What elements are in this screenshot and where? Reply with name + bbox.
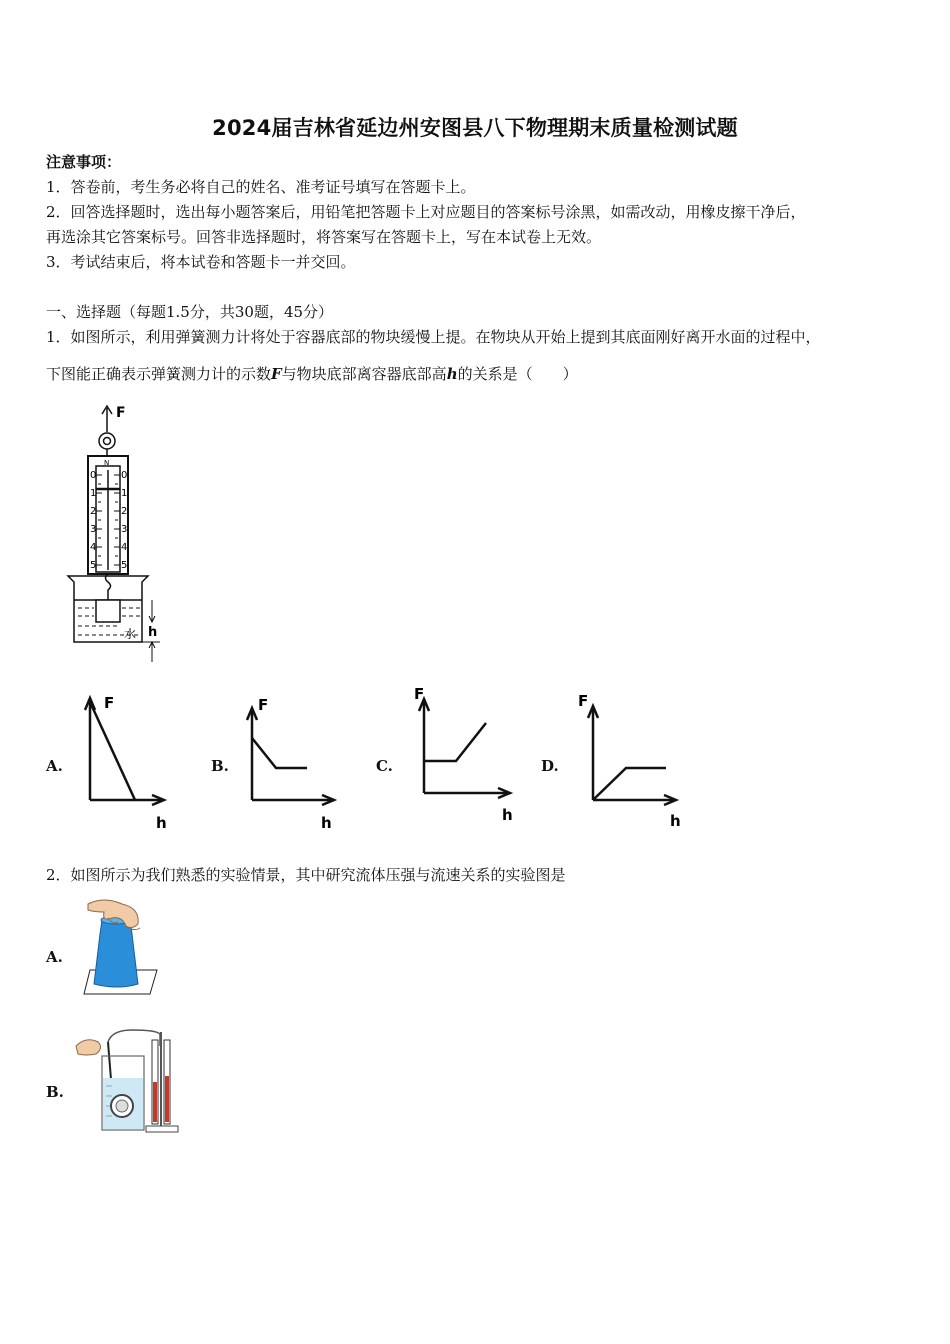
scale-left-2: 2 (90, 506, 97, 517)
scale-left-4: 4 (90, 542, 97, 553)
scale-right-1: 1 (121, 488, 128, 499)
question-1-line-1: 1．如图所示，利用弹簧测力计将处于容器底部的物块缓慢上提。在物块从开始上提到其底面刚好离开水面的过程中， (46, 328, 821, 346)
option-c-graph[interactable] (410, 683, 520, 828)
notes-heading: 注意事项： (46, 153, 122, 171)
figure-water-label: 水 (124, 627, 137, 641)
q2-option-b-label: B. (46, 1083, 64, 1101)
variable-h: h (446, 365, 458, 383)
document-title: 2024届吉林省延边州安图县八下物理期末质量检测试题 (212, 116, 738, 140)
question-1-text-b: 与物块底部离容器底部高 (281, 365, 447, 383)
option-b-x-label: h (321, 814, 332, 832)
notes-line-2: 2．回答选择题时，选出每小题答案后，用铅笔把答题卡上对应题目的答案标号涂黑，如需改动，用橡皮擦干净后， (46, 203, 806, 221)
option-c-x-label: h (502, 806, 513, 824)
option-d-label: D. (541, 757, 559, 775)
option-d-x-label: h (670, 812, 681, 830)
scale-left-3: 3 (90, 524, 97, 535)
scale-right-5: 5 (121, 560, 128, 571)
scale-left-1: 1 (90, 488, 97, 499)
scale-right-3: 3 (121, 524, 128, 535)
option-b-graph[interactable] (242, 688, 342, 833)
option-c-y-label: F (414, 685, 425, 703)
notes-line-3: 再选涂其它答案标号。回答非选择题时，将答案写在答题卡上，写在本试卷上无效。 (46, 228, 602, 246)
scale-right-2: 2 (121, 506, 128, 517)
notes-line-4: 3．考试结束后，将本试卷和答题卡一并交回。 (46, 253, 356, 271)
scale-right-4: 4 (121, 542, 128, 553)
option-a-graph[interactable] (80, 688, 170, 833)
section-heading: 一、选择题（每题1.5分，共30题，45分） (46, 303, 334, 321)
question-1-line-2 (46, 364, 578, 384)
notes-line-1: 1．答卷前，考生务必将自己的姓名、准考证号填写在答题卡上。 (46, 178, 476, 196)
question-1-text-c: 的关系是（ ） (457, 365, 578, 383)
scale-right-0: 0 (121, 470, 128, 481)
scale-left-0: 0 (90, 470, 97, 481)
option-a-x-label: h (156, 814, 167, 832)
option-d-y-label: F (578, 692, 589, 710)
spring-scale-figure (60, 400, 180, 670)
question-1-text-a: 下图能正确表示弹簧测力计的示数 (46, 365, 272, 383)
q2-option-a-label: A. (46, 948, 63, 966)
q2-option-b-image[interactable] (72, 1026, 182, 1136)
option-a-y-label: F (104, 694, 115, 712)
option-b-label: B. (211, 757, 229, 775)
q2-option-a-image[interactable] (82, 898, 162, 998)
figure-height-label: h (148, 625, 158, 640)
figure-unit-label: N (104, 459, 110, 467)
figure-force-label: F (116, 405, 126, 421)
option-d-graph[interactable] (574, 688, 684, 833)
option-c-label: C. (376, 757, 393, 775)
option-a-label: A. (46, 757, 63, 775)
variable-f: F (271, 365, 282, 383)
option-b-y-label: F (258, 696, 269, 714)
scale-left-5: 5 (90, 560, 97, 571)
question-2-text: 2．如图所示为我们熟悉的实验情景，其中研究流体压强与流速关系的实验图是 (46, 866, 566, 884)
